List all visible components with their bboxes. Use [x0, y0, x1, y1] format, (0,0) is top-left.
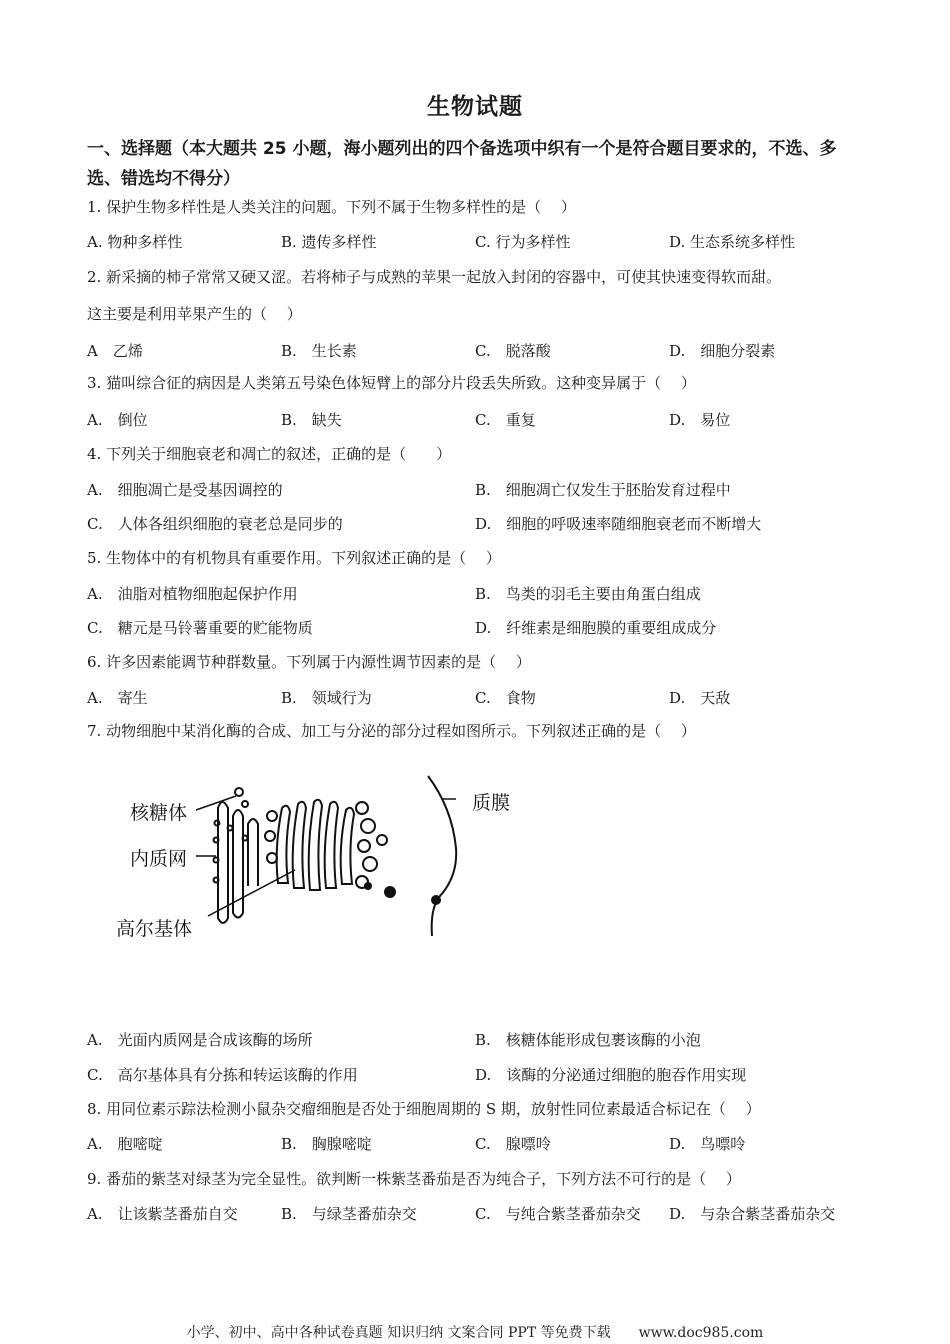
question-8-stem: 8. 用同位素示踪法检测小鼠杂交瘤细胞是否处于细胞周期的 S 期，放射性同位素最适合标记在（ ）	[87, 1100, 761, 1118]
question-4-option-d: D. 细胞的呼吸速率随细胞衰老而不断增大	[475, 515, 762, 533]
question-1-option-c: C. 行为多样性	[475, 233, 571, 251]
question-9-stem: 9. 番茄的紫茎对绿茎为完全显性。欲判断一株紫茎番茄是否为纯合子，下列方法不可行的是（ ）	[87, 1170, 741, 1188]
question-5-option-c: C. 糖元是马铃薯重要的贮能物质	[87, 619, 313, 637]
plasma-membrane	[428, 776, 456, 936]
question-8-option-b: B. 胸腺嘧啶	[281, 1135, 372, 1153]
question-1-option-a: A. 物种多样性	[87, 233, 183, 251]
question-5-stem: 5. 生物体中的有机物具有重要作用。下列叙述正确的是（ ）	[87, 549, 501, 567]
question-6-stem: 6. 许多因素能调节种群数量。下列属于内源性调节因素的是（ ）	[87, 653, 531, 671]
question-3-option-a: A. 倒位	[87, 411, 148, 429]
question-8-option-d: D. 鸟嘌呤	[669, 1135, 746, 1153]
question-4-option-a: A. 细胞凋亡是受基因调控的	[87, 481, 283, 499]
question-6-option-d: D. 天敌	[669, 689, 731, 707]
membrane-label: 质膜	[472, 792, 511, 814]
question-5-option-d: D. 纤维素是细胞膜的重要组成成分	[475, 619, 717, 637]
question-6-option-c: C. 食物	[475, 689, 536, 707]
question-8-option-a: A. 胞嘧啶	[87, 1135, 163, 1153]
cell-secretion-figure	[100, 768, 540, 958]
golgi-stack-2	[293, 802, 306, 888]
question-1-stem: 1. 保护生物多样性是人类关注的问题。下列不属于生物多样性的是（ ）	[87, 198, 576, 216]
question-3-option-d: D. 易位	[669, 411, 731, 429]
question-5-option-b: B. 鸟类的羽毛主要由角蛋白组成	[475, 585, 701, 603]
golgi-stack-4	[325, 802, 338, 888]
question-5-option-a: A. 油脂对植物细胞起保护作用	[87, 585, 298, 603]
question-7-option-c: C. 高尔基体具有分拣和转运该酶的作用	[87, 1066, 358, 1084]
question-2-stem-line-1: 2. 新采摘的柿子常常又硬又涩。若将柿子与成熟的苹果一起放入封闭的容器中，可使其快速变得软而甜。	[87, 268, 782, 286]
question-3-option-b: B. 缺失	[281, 411, 342, 429]
page-title: 生物试题	[427, 94, 523, 120]
question-6-option-a: A. 寄生	[87, 689, 148, 707]
golgi-stack-5	[341, 808, 354, 884]
question-2-option-a: A 乙烯	[87, 342, 143, 360]
question-3-stem: 3. 猫叫综合征的病因是人类第五号染色体短臂上的部分片段丢失所致。这种变异属于（ ）	[87, 374, 696, 392]
question-9-option-d: D. 与杂合紫茎番茄杂交	[669, 1205, 836, 1223]
golgi-stack-3	[309, 800, 322, 890]
question-4-stem: 4. 下列关于细胞衰老和凋亡的叙述，正确的是（ ）	[87, 445, 452, 463]
question-1-option-d: D. 生态系统多样性	[669, 233, 796, 251]
ribosome-label: 核糖体	[130, 802, 188, 824]
question-4-option-b: B. 细胞凋亡仅发生于胚胎发育过程中	[475, 481, 731, 499]
golgi-stack-1	[277, 806, 290, 883]
question-2-option-d: D. 细胞分裂素	[669, 342, 776, 360]
er-tube-1	[218, 802, 228, 923]
question-6-option-b: B. 领域行为	[281, 689, 372, 707]
golgi-label: 高尔基体	[116, 918, 193, 940]
question-7-stem: 7. 动物细胞中某消化酶的合成、加工与分泌的部分过程如图所示。下列叙述正确的是（ ）	[87, 722, 696, 740]
question-9-option-c: C. 与纯合紫茎番茄杂交	[475, 1205, 641, 1223]
question-2-option-c: C. 脱落酸	[475, 342, 551, 360]
question-3-option-c: C. 重复	[475, 411, 536, 429]
question-7-option-d: D. 该酶的分泌通过细胞的胞吞作用实现	[475, 1066, 747, 1084]
question-7-option-b: B. 核糖体能形成包裹该酶的小泡	[475, 1031, 701, 1049]
section-heading: 一、选择题（本大题共 25 小题，海小题列出的四个备选项中织有一个是符合题目要求的，不选、多选、错选均不得分）	[87, 139, 837, 189]
question-4-option-c: C. 人体各组织细胞的衰老总是同步的	[87, 515, 343, 533]
question-2-stem-line-2: 这主要是利用苹果产生的（ ）	[87, 305, 302, 323]
question-9-option-b: B. 与绿茎番茄杂交	[281, 1205, 417, 1223]
question-7-option-a: A. 光面内质网是合成该酶的场所	[87, 1031, 313, 1049]
er-tube-3	[248, 819, 258, 886]
question-9-option-a: A. 让该紫茎番茄自交	[87, 1205, 238, 1223]
question-8-option-c: C. 腺嘌呤	[475, 1135, 551, 1153]
er-label: 内质网	[130, 848, 188, 870]
question-2-option-b: B. 生长素	[281, 342, 357, 360]
question-1-option-b: B. 遗传多样性	[281, 233, 377, 251]
footer-text: 小学、初中、高中各种试卷真题 知识归纳 文案合同 PPT 等免费下载 www.doc985.com	[186, 1325, 764, 1341]
